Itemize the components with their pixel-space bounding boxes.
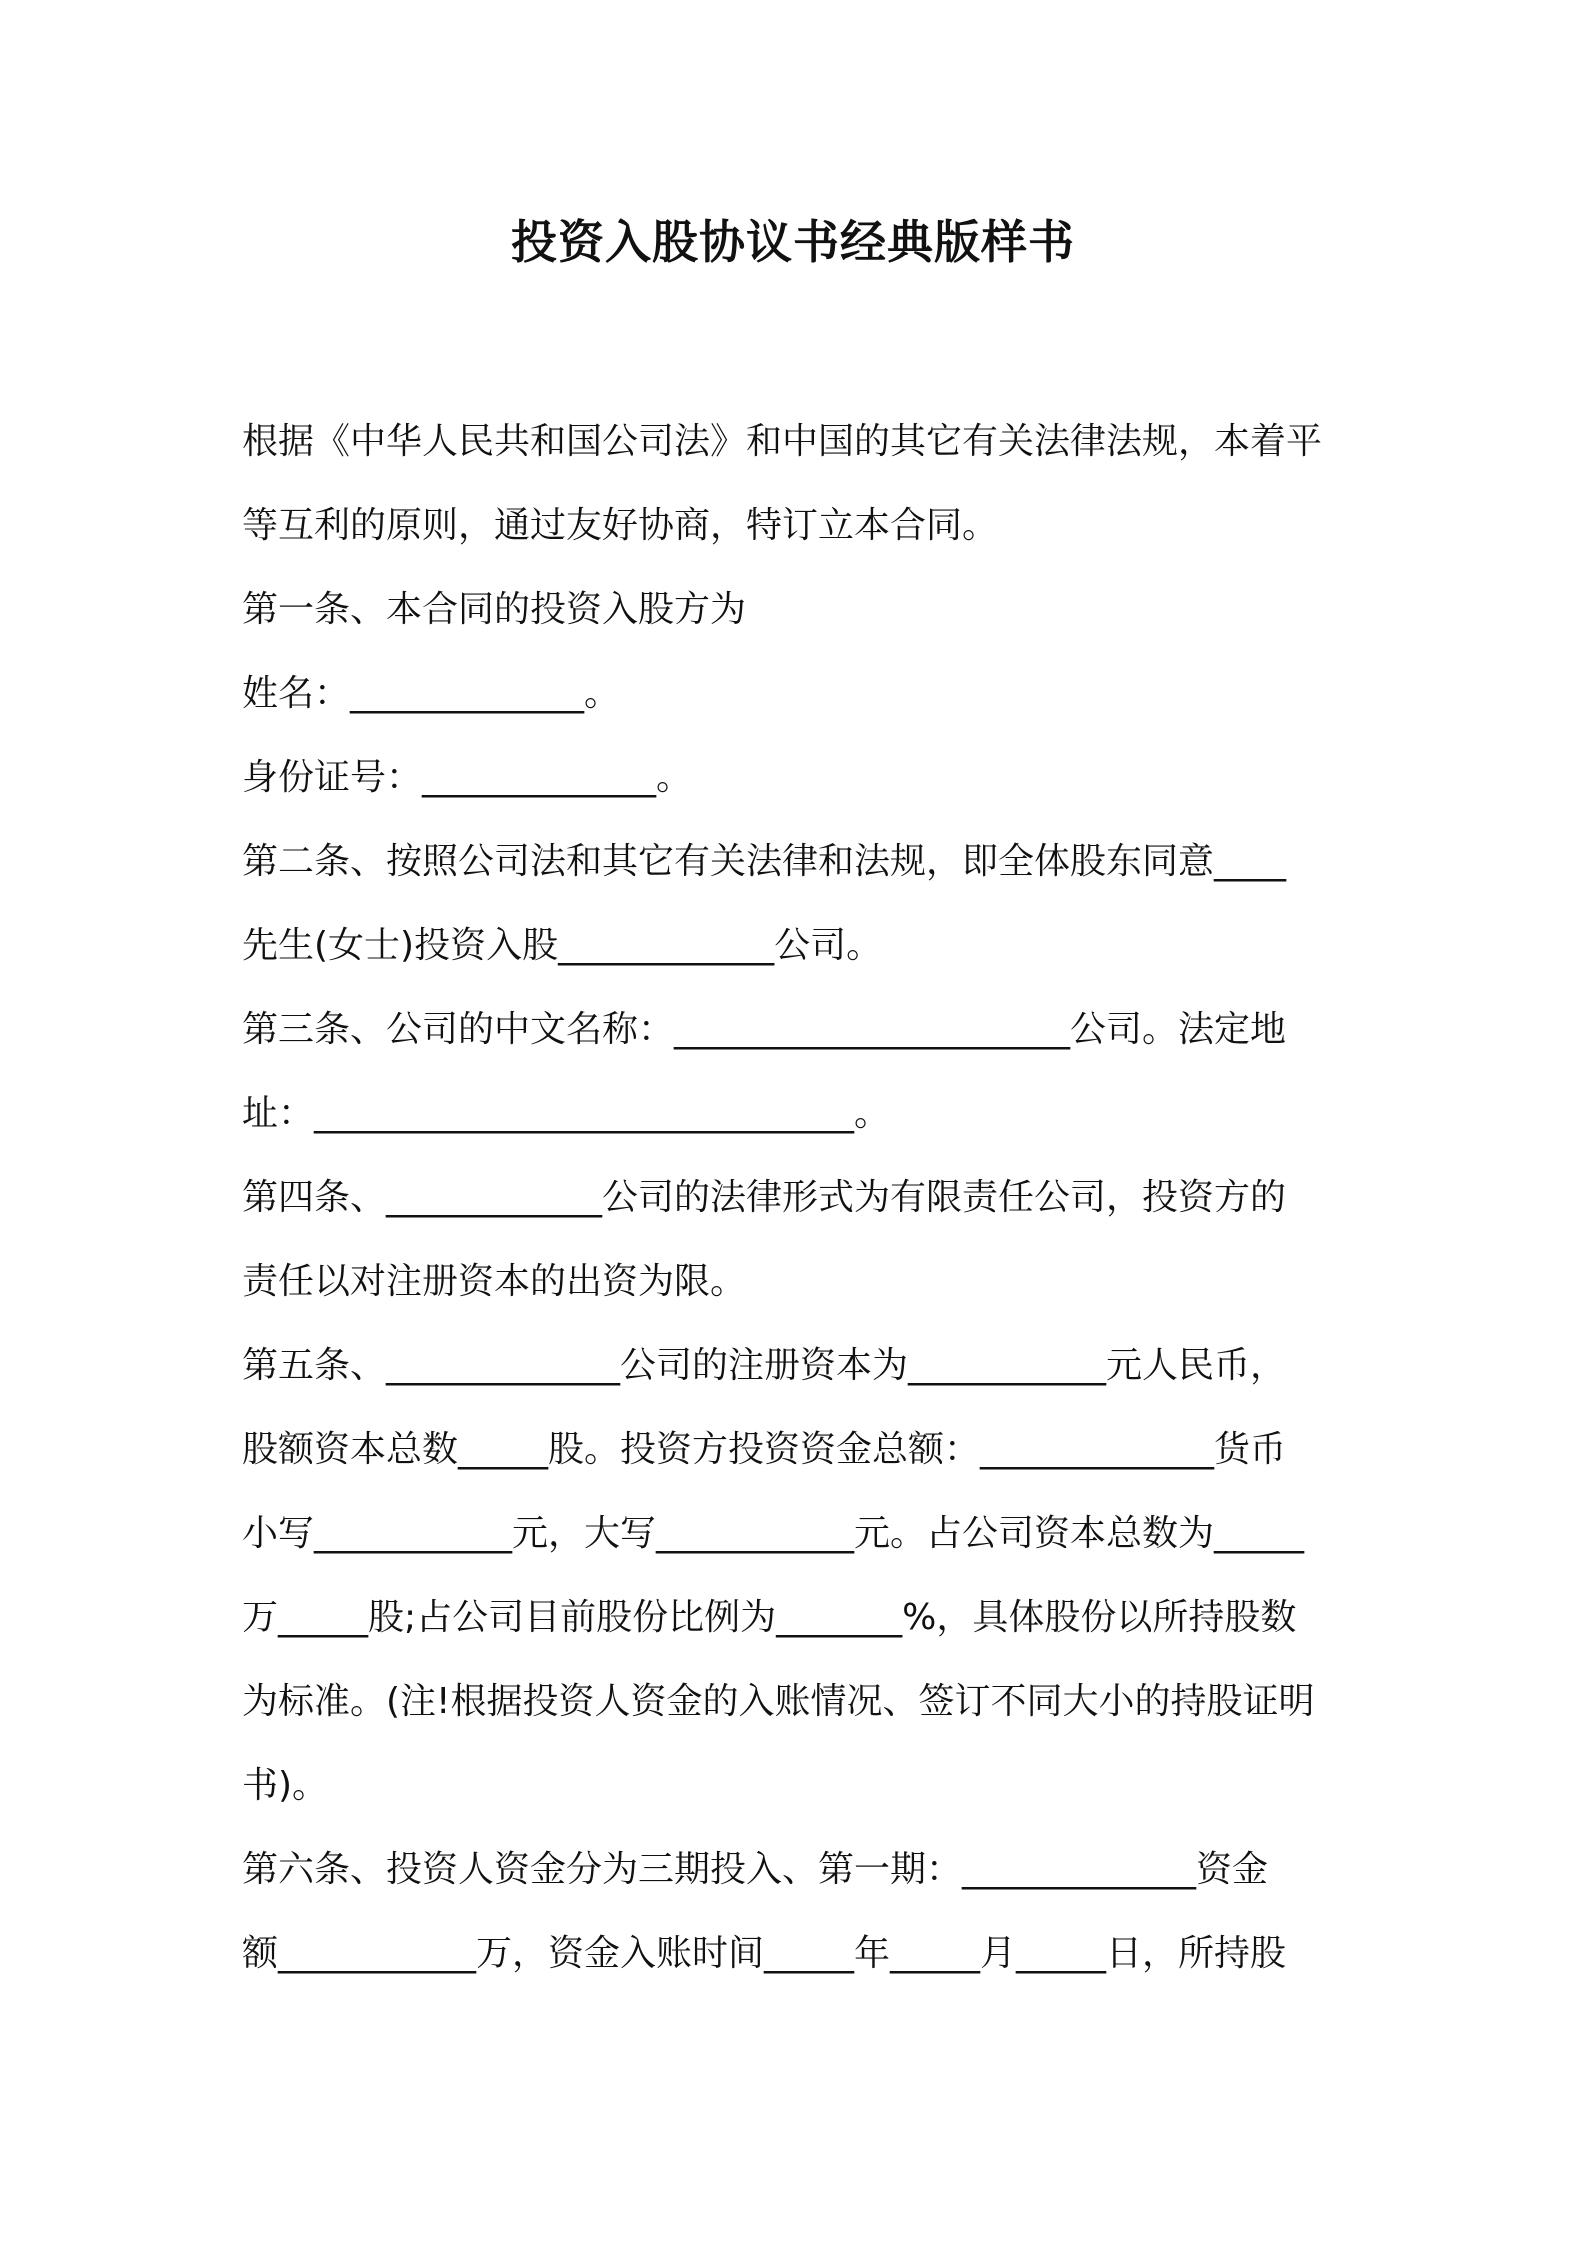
- document-body: [242, 400, 1362, 1996]
- document-title: 投资入股协议书经典版样书: [511, 215, 1075, 269]
- paragraph-line: 第五条、_____________公司的注册资本为___________元人民币，: [242, 1345, 1287, 1386]
- paragraph-line: 第六条、投资人资金分为三期投入、第一期：_____________资金: [242, 1849, 1269, 1890]
- paragraph-line: 责任以对注册资本的出资为限。: [242, 1261, 747, 1302]
- paragraph-line: 等互利的原则，通过友好协商，特订立本合同。: [242, 505, 999, 546]
- paragraph-line: 第四条、____________公司的法律形式为有限责任公司，投资方的: [242, 1177, 1287, 1218]
- paragraph-line: 姓名：_____________。: [242, 673, 621, 714]
- paragraph-line: 股额资本总数_____股。投资方投资资金总额：_____________货币: [242, 1429, 1287, 1470]
- paragraph-line: 根据《中华人民共和国公司法》和中国的其它有关法律法规，本着平: [242, 421, 1323, 462]
- paragraph-line: 第二条、按照公司法和其它有关法律和法规，即全体股东同意____: [242, 841, 1287, 882]
- paragraph-line: 小写___________元，大写___________元。占公司资本总数为_____: [242, 1513, 1305, 1554]
- paragraph-line: 额___________万，资金入账时间_____年_____月_____日，所持股: [242, 1933, 1287, 1974]
- paragraph-line: 址：______________________________。: [242, 1093, 890, 1134]
- paragraph-line: 第一条、本合同的投资入股方为: [242, 589, 747, 630]
- paragraph-line: 为标准。(注!根据投资人资金的入账情况、签订不同大小的持股证明: [242, 1681, 1315, 1722]
- paragraph-line: 先生(女士)投资入股____________公司。: [242, 925, 883, 966]
- paragraph-line: 身份证号：_____________。: [242, 757, 693, 798]
- paragraph-line: 万_____股;占公司目前股份比例为_______%，具体股份以所持股数: [242, 1597, 1297, 1638]
- paragraph-line: 书)。: [242, 1765, 329, 1806]
- paragraph-line: 第三条、公司的中文名称：______________________公司。法定地: [242, 1009, 1287, 1050]
